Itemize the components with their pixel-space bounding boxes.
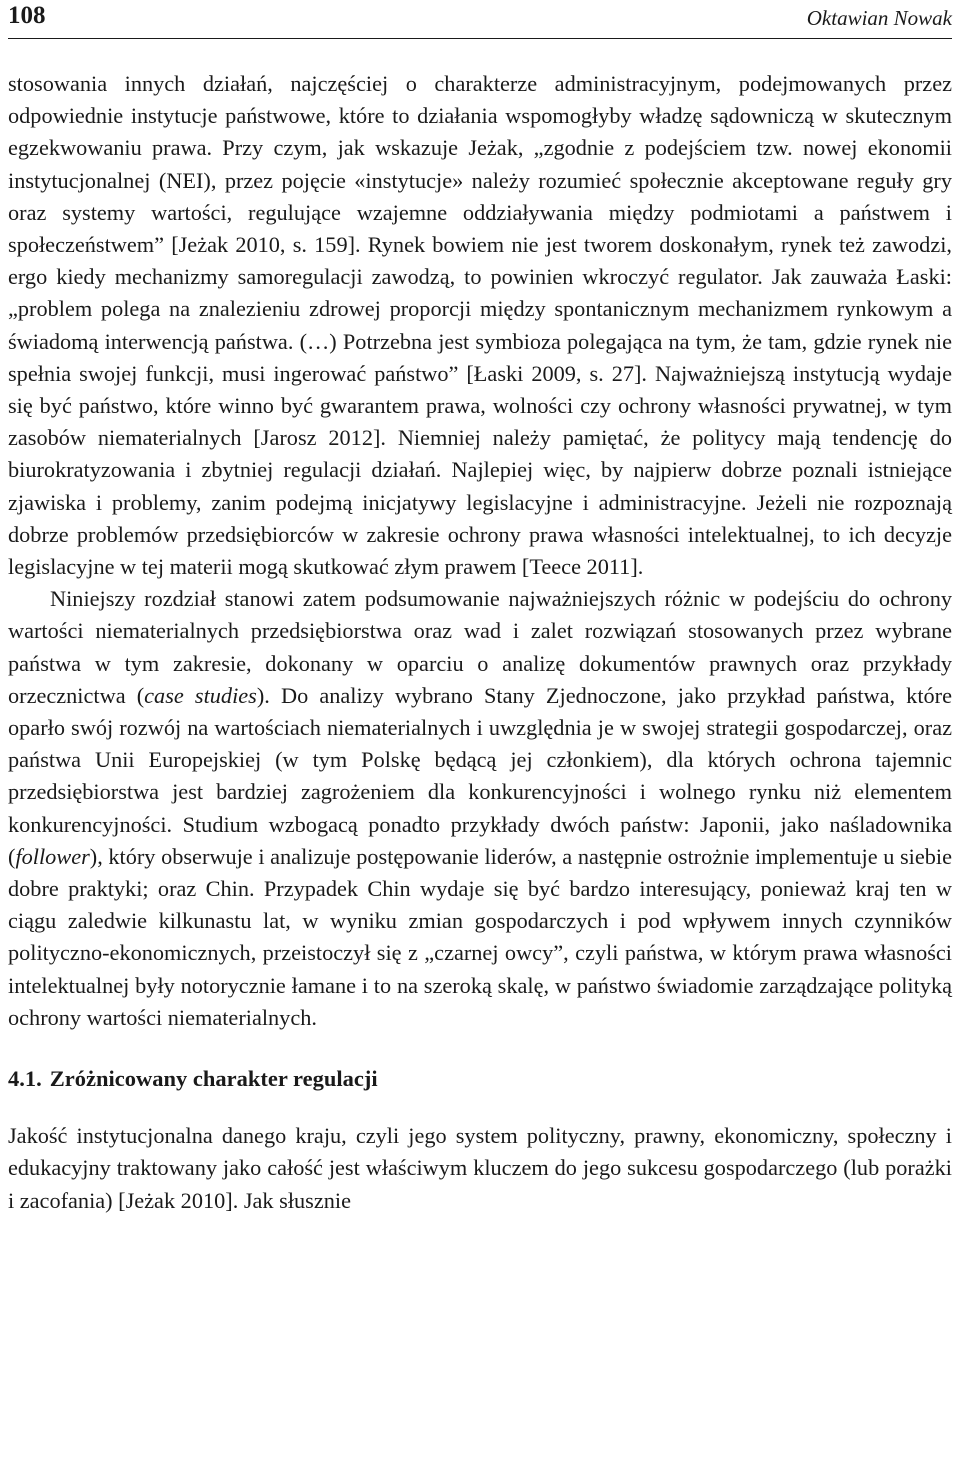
section-heading: [8, 1064, 952, 1094]
body-paragraph-2: [8, 583, 952, 1034]
italic-term-follower: follower: [15, 843, 90, 869]
paragraph-text: stosowania innych działań, najczęściej o charakterze administracyjnym, podejmowanych przez odpowiednie instytucje państwowe, które to działania wspomogłyby władzę sądowniczą w skutecznym egzekwowaniu prawa. Przy czym, jak wskazuje Jeżak, „zgodnie z podejściem tzw. nowej ekonomii instytucjonalnej (NEI), przez pojęcie «instytucje» należy rozumieć społecznie akceptowane reguły gry oraz systemy wartości, regulujące wzajemne oddziaływania między podmiotami a państwem i społeczeństwem” [Jeżak 2010, s. 159]. Rynek bowiem nie jest tworem doskonałym, rynek też zawodzi, ergo kiedy mechanizmy samoregulacji zawodzą, to powinien wkroczyć regulator. Jak zauważa Łaski: „problem polega na znalezieniu zdrowej proporcji między spontanicznym mechanizmem rynkowym a świadomą interwencją państwa. (…) Potrzebna jest symbioza polegająca na tym, że tam, gdzie rynek nie spełnia swojej funkcji, musi ingerować państwo” [Łaski 2009, s. 27]. Najważniejszą instytucją wydaje się być państwo, które winno być gwarantem prawa, wolności czy ochrony własności prywatnej, w tym zasobów niematerialnych [Jarosz 2012]. Niemniej należy pamiętać, że politycy mają tendencję do biurokratyzowania i zbytniej regulacji działań. Najlepiej więc, by najpierw dobrze poznali istniejące zjawiska i problemy, zanim podejmą inicjatywy legislacyjne i administracyjne. Jeżeli nie rozpoznają dobrze problemów przedsiębiorców w zakresie ochrony prawa własności intelektualnej, to ich decyzje legislacyjne w tej materii mogą skutkować złym prawem [Teece 2011].: [8, 71, 952, 580]
italic-term-case-studies: case studies: [144, 682, 257, 708]
page-number: 108: [8, 2, 46, 29]
running-head-author: Oktawian Nowak: [806, 6, 952, 30]
paragraph-text: Niniejszy rozdział stanowi zatem podsumowanie najważniejszych różnic w podejściu do ochrony wartości niematerialnych przedsiębiorstwa oraz wad i zalet rozwiązań stosowanych przez wybrane państwa w tym zakresie, dokonany w oparciu o analizę dokumentów prawnych oraz przykłady orzecznictwa (: [8, 586, 952, 708]
section-title: Zróżnicowany charakter regulacji: [49, 1066, 378, 1092]
page-body: [8, 68, 952, 1217]
page-header: [8, 0, 952, 39]
body-paragraph-3: [8, 1120, 952, 1217]
section-number: 4.1.: [8, 1066, 42, 1092]
body-paragraph-1: [8, 68, 952, 583]
paragraph-text: Jakość instytucjonalna danego kraju, czyli jego system polityczny, prawny, ekonomiczny, społeczny i edukacyjny traktowany jako całość jest właściwym kluczem do jego sukcesu gospodarczego (lub porażki i zacofania) [Jeżak 2010]. Jak słusznie: [8, 1123, 952, 1213]
paragraph-text: ), który obserwuje i analizuje postępowanie liderów, a następnie ostrożnie implementuje u siebie dobre praktyki; oraz Chin. Przypadek Chin wydaje się być bardzo interesujący, ponieważ kraj ten w ciągu zaledwie kilkunastu lat, w wyniku zmian gospodarczych i pod wpływem innych czynników polityczno-ekonomicznych, przeistoczył się z „czarnej owcy”, czyli państwa, w którym prawa własności intelektualnej były notorycznie łamane i to na szeroką skalę, w państwo świadomie zarządzające polityką ochrony wartości niematerialnych.: [8, 843, 952, 1030]
paragraph-text: ). Do analizy wybrano Stany Zjednoczone, jako przykład państwa, które oparło swój rozwój na wartościach niematerialnych i uwzględnia je w swojej strategii gospodarczej, oraz państwa Unii Europejskiej (w tym Polskę będącą jej członkiem), dla których ochrona tajemnic przedsiębiorstwa jest bardziej zagrożeniem dla konkurencyjności i wolnego rynku niż elementem konkurencyjności. Studium wzbogacą ponadto przykłady dwóch państw: Japonii, jako naśladownika (: [8, 682, 952, 869]
